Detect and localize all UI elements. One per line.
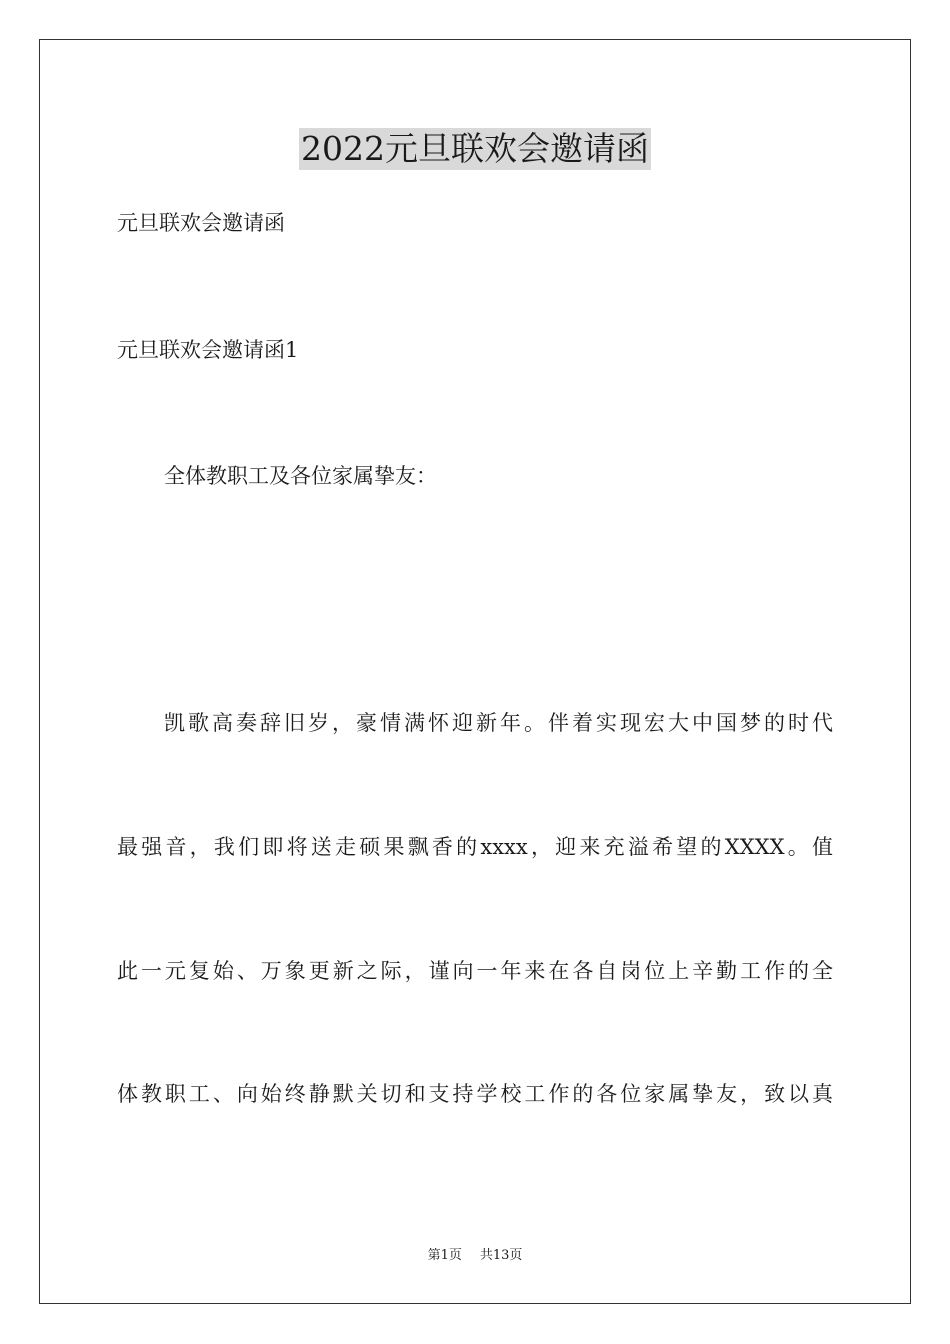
- salutation: 全体教职工及各位家属挚友：: [164, 464, 437, 488]
- document-subtitle: 元旦联欢会邀请函: [117, 211, 285, 235]
- body-line-2: 最强音，我们即将送走硕果飘香的xxxx，迎来充溢希望的XXXX。值: [117, 835, 833, 859]
- page-number: 第1页: [427, 1248, 462, 1263]
- document-title: 2022元旦联欢会邀请函: [301, 129, 649, 168]
- section-heading: 元旦联欢会邀请函1: [117, 338, 299, 362]
- title-container: [0, 128, 950, 170]
- body-line-1: 凯歌高奏辞旧岁，豪情满怀迎新年。伴着实现宏大中国梦的时代: [164, 711, 833, 735]
- page-footer: [0, 1246, 950, 1266]
- page-total: 共13页: [479, 1248, 523, 1263]
- body-line-3: 此一元复始、万象更新之际，谨向一年来在各自岗位上辛勤工作的全: [117, 959, 833, 983]
- body-line-4: 体教职工、向始终静默关切和支持学校工作的各位家属挚友，致以真: [117, 1082, 833, 1106]
